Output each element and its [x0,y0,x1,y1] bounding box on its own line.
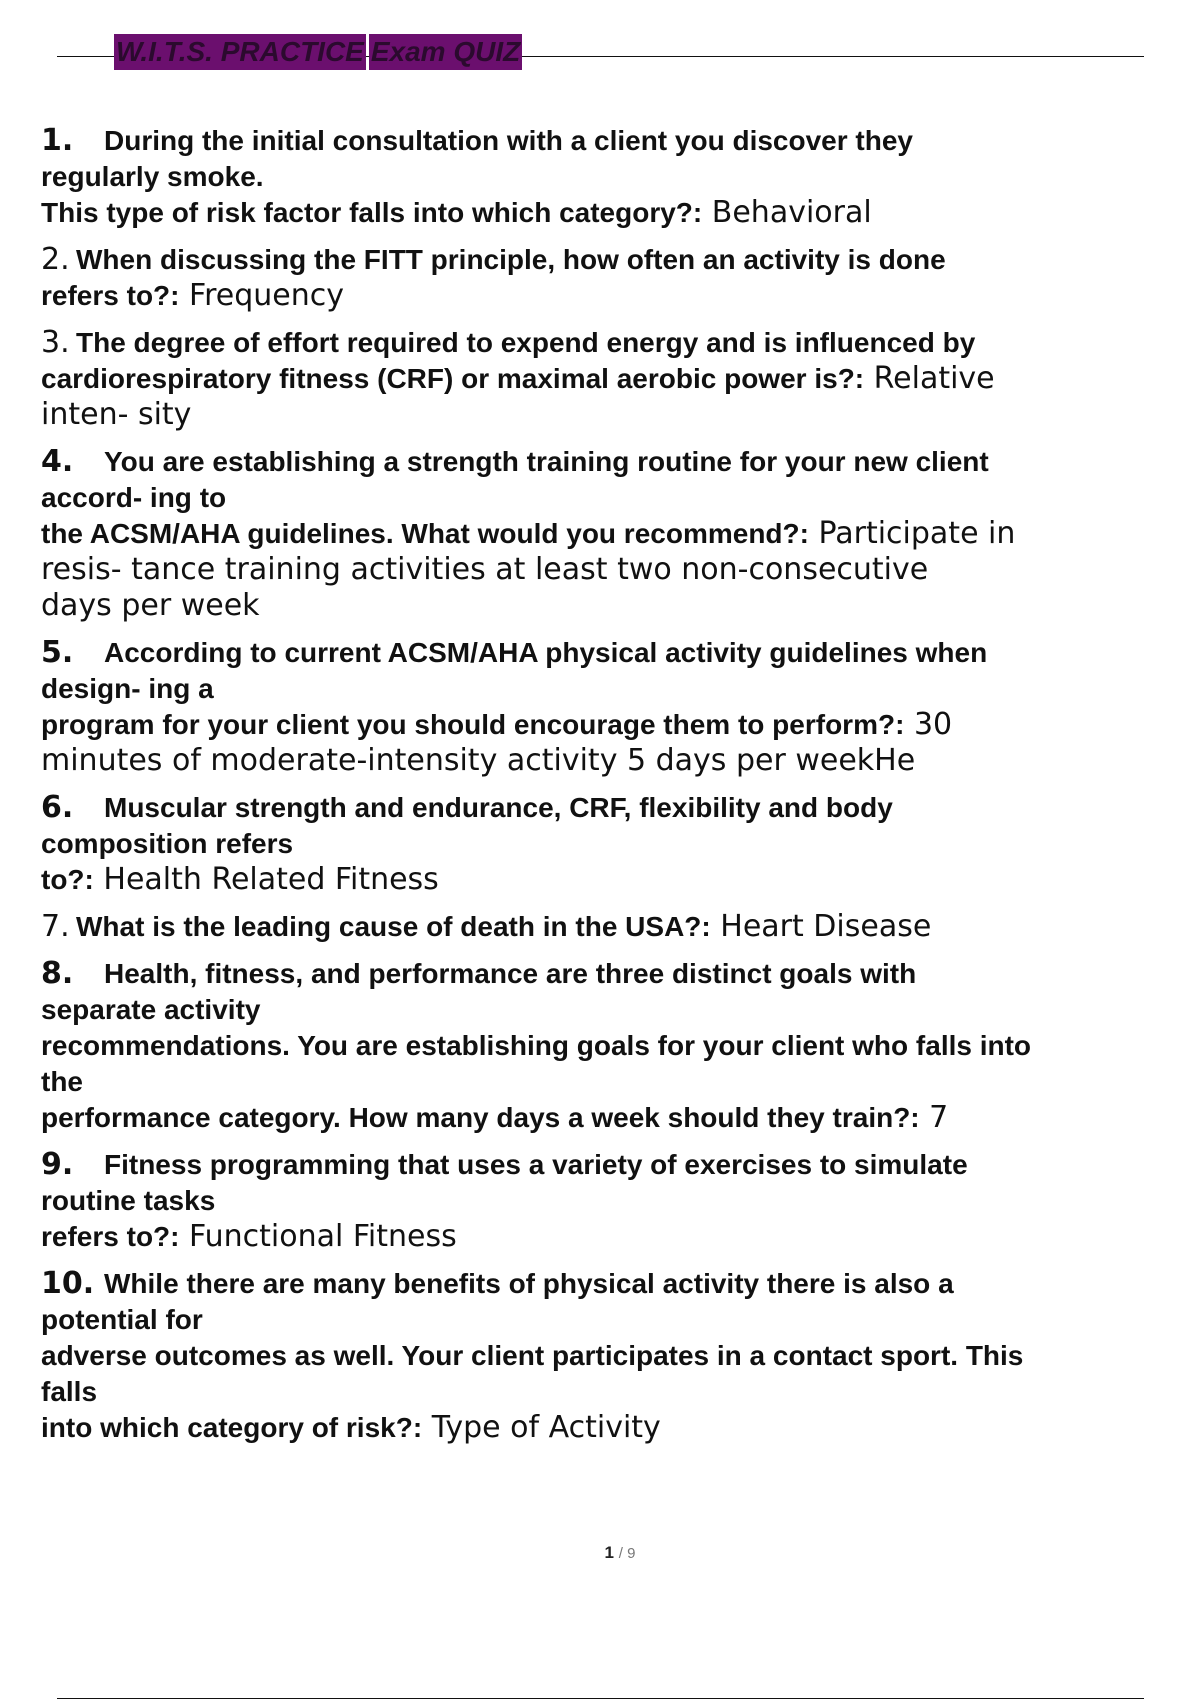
answer-text: Functional Fitness [179,1219,457,1254]
answer-text: 7 [919,1100,949,1135]
total-pages: / 9 [618,1545,636,1562]
question-number: 6. [41,790,74,825]
question-text: the [41,1066,83,1097]
answer-text: days per week [41,588,260,623]
question-number: 8. [41,956,74,991]
page-indicator [0,1543,1200,1563]
question-text: program for your client you should encourage them to perform?: [41,709,905,740]
question-text: Muscular strength and endurance, CRF, flexibility and body [104,792,893,823]
question-text: separate activity [41,994,261,1025]
question-text: What is the leading cause of death in the USA?: [76,911,711,942]
question-text: design- ing a [41,673,214,704]
bottom-rule [57,1698,1144,1699]
question-text: refers to?: [41,1221,180,1252]
current-page: 1 [604,1543,615,1562]
question-text: adverse outcomes as well. Your client participates in a contact sport. This [41,1340,1024,1371]
answer-text: 30 [904,707,953,742]
question-number: 7. [41,909,70,944]
question-text: into which category of risk?: [41,1412,423,1443]
question-text: While there are many benefits of physical activity there is also a [104,1268,954,1299]
question-text: falls [41,1376,98,1407]
answer-text: Heart Disease [710,909,932,944]
answer-text: Health Related Fitness [93,862,439,897]
answer-text: inten- sity [41,397,192,432]
question-item-9 [41,1147,1181,1255]
question-item-4 [41,444,1181,624]
answer-text: minutes of moderate-intensity activity 5 days per weekHe [41,743,916,778]
title-part-1: W.I.T.S. PRACTICE [114,34,366,70]
question-text: According to current ACSM/AHA physical activity guidelines when [104,637,988,668]
question-item-6 [41,790,1181,898]
question-item-5 [41,635,1181,779]
answer-text: Behavioral [702,195,872,230]
question-text: Fitness programming that uses a variety of exercises to simulate [104,1149,968,1180]
question-text: composition refers [41,828,294,859]
question-item-10 [41,1266,1181,1446]
question-number: 1. [41,123,74,158]
question-text: performance category. How many days a week should they train?: [41,1102,920,1133]
question-item-8 [41,956,1181,1136]
question-number: 3. [41,325,70,360]
question-text: The degree of effort required to expend energy and is influenced by [76,327,976,358]
question-text: Health, fitness, and performance are three distinct goals with [104,958,917,989]
question-number: 5. [41,635,74,670]
question-number: 2. [41,242,70,277]
question-text: You are establishing a strength training routine for your new client [104,446,989,477]
question-text: to?: [41,864,94,895]
question-text: routine tasks [41,1185,216,1216]
question-number: 9. [41,1147,74,1182]
title-part-2: Exam QUIZ [369,34,522,70]
question-text: refers to?: [41,280,180,311]
question-list [41,123,1181,1457]
answer-text: resis- tance training activities at least two non-consecutive [41,552,929,587]
question-text: accord- ing to [41,482,227,513]
answer-text: Participate in [808,516,1016,551]
question-text: the ACSM/AHA guidelines. What would you recommend?: [41,518,809,549]
question-item-7 [41,909,1181,945]
question-item-3 [41,325,1181,433]
question-text: regularly smoke. [41,161,264,192]
answer-text: Type of Activity [422,1410,661,1445]
answer-text: Frequency [179,278,344,313]
question-text: cardiorespiratory fitness (CRF) or maximal aerobic power is?: [41,363,865,394]
question-text: When discussing the FITT principle, how often an activity is done [76,244,946,275]
question-item-1 [41,123,1181,231]
question-number: 4. [41,444,74,479]
question-text: potential for [41,1304,203,1335]
question-text: During the initial consultation with a client you discover they [104,125,913,156]
question-item-2 [41,242,1181,314]
question-number: 10. [41,1266,95,1301]
document-title [114,34,522,70]
question-text: recommendations. You are establishing goals for your client who falls into [41,1030,1032,1061]
answer-text: Relative [864,361,995,396]
question-text: This type of risk factor falls into which category?: [41,197,703,228]
